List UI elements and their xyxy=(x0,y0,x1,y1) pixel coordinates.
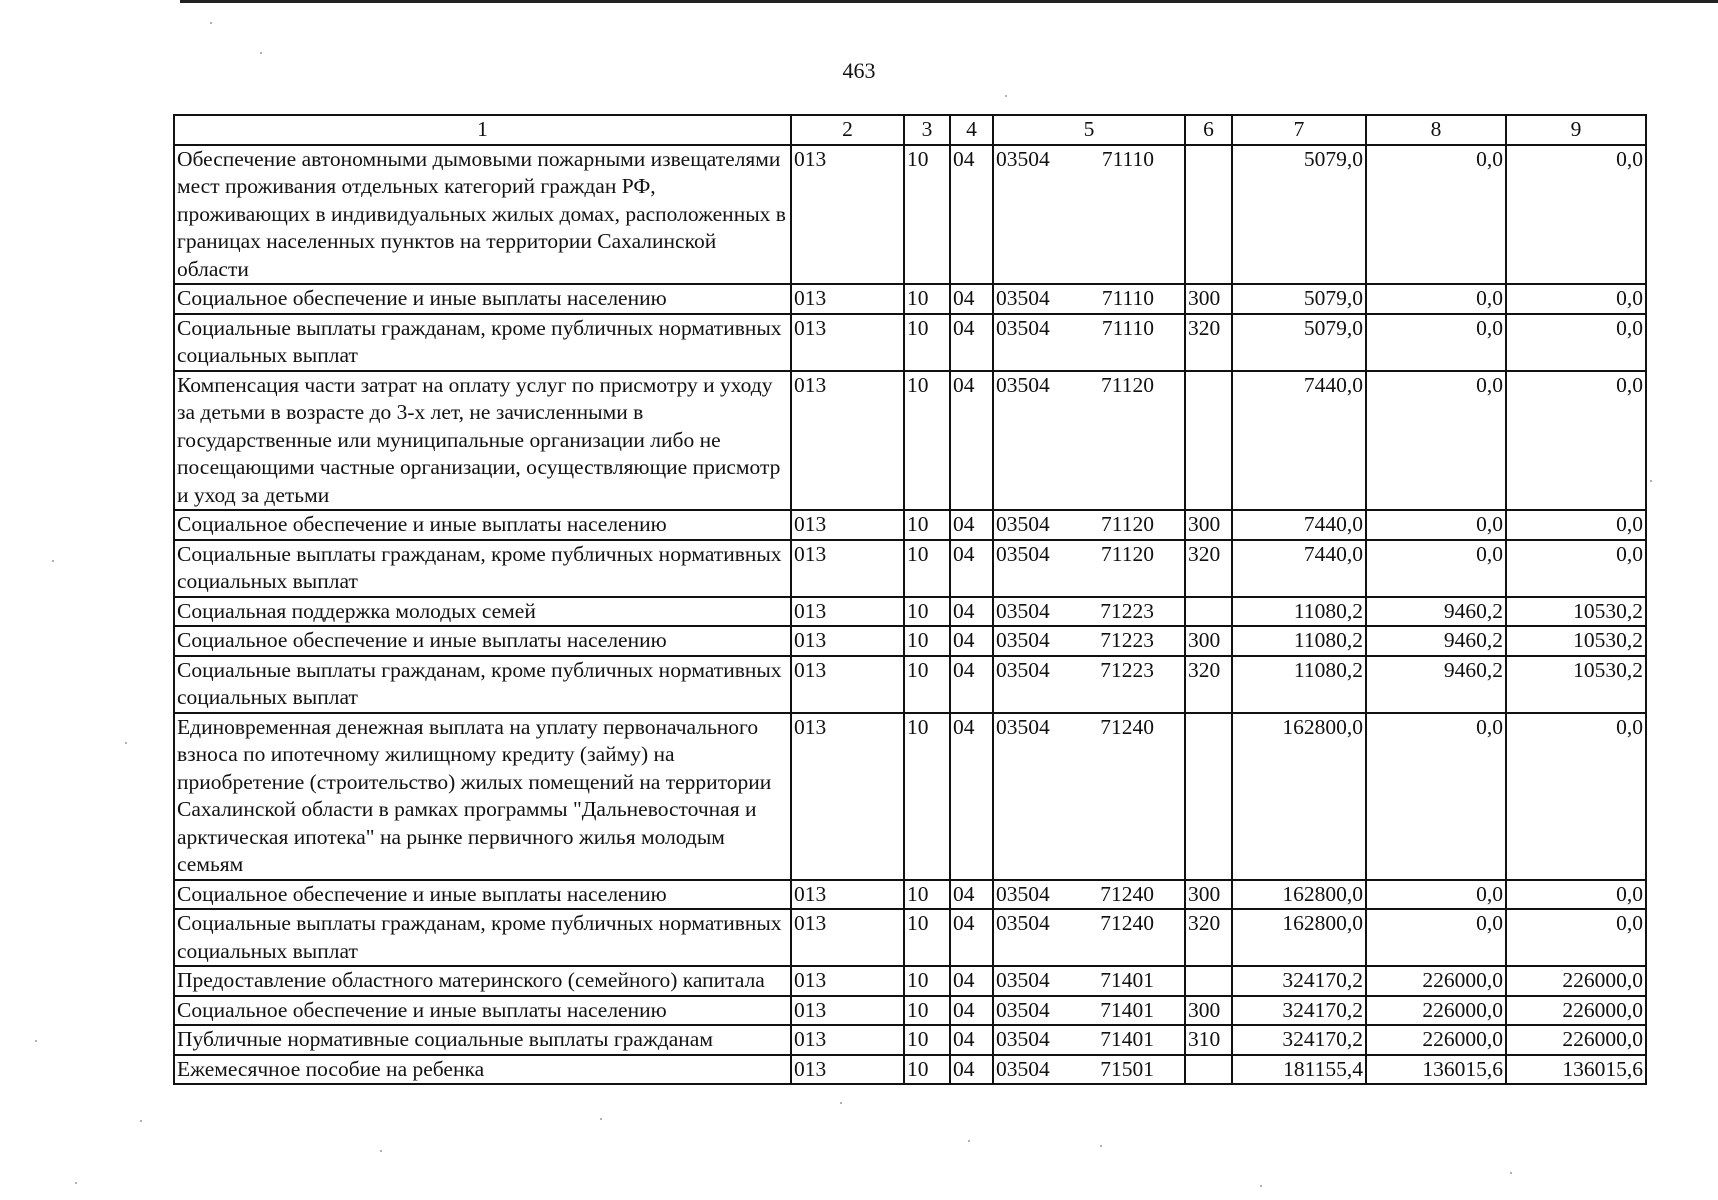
program-code: 03504 xyxy=(996,911,1050,935)
program-code: 03504 xyxy=(996,146,1050,171)
target-article-code xyxy=(993,540,1185,597)
program-code: 03504 xyxy=(996,315,1050,340)
table-row xyxy=(174,540,1646,597)
program-code: 03504 xyxy=(996,968,1050,992)
ministry-code: 013 xyxy=(791,996,904,1026)
direction-code: 71120 xyxy=(1101,372,1154,397)
target-article-code xyxy=(993,880,1185,910)
amount-col-8: 0,0 xyxy=(1366,314,1506,371)
ministry-code: 013 xyxy=(791,1025,904,1055)
target-article-parts xyxy=(996,657,1182,685)
scan-speck xyxy=(1005,95,1007,97)
amount-col-9: 0,0 xyxy=(1506,909,1646,966)
amount-col-9: 0,0 xyxy=(1506,145,1646,285)
row-name: Обеспечение автономными дымовыми пожарными извещателями мест проживания отдельных категорий граждан РФ, проживающих в индивидуальных жилых домах, расположенных в границах населенных пунктов на территории Сахалинской области xyxy=(174,145,791,285)
expense-type-code: 320 xyxy=(1185,909,1232,966)
expense-type-code xyxy=(1185,966,1232,996)
ministry-code: 013 xyxy=(791,597,904,627)
column-header-8: 8 xyxy=(1366,115,1506,145)
amount-col-7: 324170,2 xyxy=(1232,1025,1366,1055)
scan-speck xyxy=(75,1182,77,1184)
amount-col-7: 11080,2 xyxy=(1232,597,1366,627)
scan-speck xyxy=(1100,1145,1102,1147)
target-article-code xyxy=(993,145,1185,285)
scan-speck xyxy=(52,560,54,562)
table-row xyxy=(174,145,1646,285)
subsection-code: 04 xyxy=(950,145,993,285)
row-name: Публичные нормативные социальные выплаты гражданам xyxy=(174,1025,791,1055)
column-header-2: 2 xyxy=(791,115,904,145)
expense-type-code xyxy=(1185,371,1232,511)
program-code: 03504 xyxy=(996,881,1050,906)
target-article-parts xyxy=(996,511,1182,539)
target-article-code xyxy=(993,1055,1185,1085)
table-row xyxy=(174,284,1646,314)
row-name: Единовременная денежная выплата на уплату первоначального взноса по ипотечному жилищному кредиту (займу) на приобретение (строительство) жилых помещений на территории Сахалинской области в рамках программы "Дальневосточная и арктическая ипотека" на рынке первичного жилья молодым семьям xyxy=(174,713,791,880)
section-code: 10 xyxy=(904,909,950,966)
target-article-parts xyxy=(996,1056,1182,1084)
amount-col-9: 0,0 xyxy=(1506,713,1646,880)
direction-code: 71240 xyxy=(1100,881,1154,906)
target-article-code xyxy=(993,314,1185,371)
section-code: 10 xyxy=(904,540,950,597)
direction-code: 71110 xyxy=(1101,146,1154,171)
scan-speck xyxy=(35,1040,37,1042)
amount-col-9: 10530,2 xyxy=(1506,656,1646,713)
target-article-code xyxy=(993,966,1185,996)
subsection-code: 04 xyxy=(950,626,993,656)
section-code: 10 xyxy=(904,996,950,1026)
section-code: 10 xyxy=(904,1055,950,1085)
column-header-3: 3 xyxy=(904,115,950,145)
amount-col-8: 0,0 xyxy=(1366,510,1506,540)
section-code: 10 xyxy=(904,880,950,910)
column-header-4: 4 xyxy=(950,115,993,145)
direction-code: 71240 xyxy=(1100,714,1154,739)
program-code: 03504 xyxy=(996,512,1050,536)
program-code: 03504 xyxy=(996,372,1050,397)
target-article-code xyxy=(993,510,1185,540)
row-name: Социальные выплаты гражданам, кроме публичных нормативных социальных выплат xyxy=(174,540,791,597)
target-article-code xyxy=(993,713,1185,880)
target-article-parts xyxy=(996,146,1182,174)
amount-col-7: 7440,0 xyxy=(1232,540,1366,597)
direction-code: 71501 xyxy=(1100,1056,1154,1081)
ministry-code: 013 xyxy=(791,909,904,966)
row-name: Социальное обеспечение и иные выплаты населению xyxy=(174,996,791,1026)
direction-code: 71120 xyxy=(1101,541,1154,566)
table-row xyxy=(174,713,1646,880)
target-article-parts xyxy=(996,627,1182,655)
row-name: Социальные выплаты гражданам, кроме публичных нормативных социальных выплат xyxy=(174,656,791,713)
section-code: 10 xyxy=(904,371,950,511)
scan-speck xyxy=(600,1118,602,1120)
amount-col-7: 162800,0 xyxy=(1232,713,1366,880)
amount-col-8: 226000,0 xyxy=(1366,966,1506,996)
expense-type-code xyxy=(1185,145,1232,285)
ministry-code: 013 xyxy=(791,540,904,597)
target-article-parts xyxy=(996,1026,1182,1054)
direction-code: 71240 xyxy=(1100,911,1154,935)
target-article-code xyxy=(993,626,1185,656)
ministry-code: 013 xyxy=(791,1055,904,1085)
amount-col-9: 10530,2 xyxy=(1506,626,1646,656)
column-header-9: 9 xyxy=(1506,115,1646,145)
subsection-code: 04 xyxy=(950,909,993,966)
amount-col-9: 10530,2 xyxy=(1506,597,1646,627)
amount-col-9: 226000,0 xyxy=(1506,996,1646,1026)
target-article-code xyxy=(993,597,1185,627)
direction-code: 71223 xyxy=(1100,657,1154,682)
row-name: Социальные выплаты гражданам, кроме публичных нормативных социальных выплат xyxy=(174,314,791,371)
table-row xyxy=(174,909,1646,966)
expense-type-code: 300 xyxy=(1185,510,1232,540)
row-name: Социальное обеспечение и иные выплаты населению xyxy=(174,284,791,314)
direction-code: 71110 xyxy=(1101,315,1154,340)
expense-type-code: 320 xyxy=(1185,314,1232,371)
section-code: 10 xyxy=(904,314,950,371)
subsection-code: 04 xyxy=(950,1025,993,1055)
amount-col-7: 5079,0 xyxy=(1232,284,1366,314)
expense-type-code xyxy=(1185,597,1232,627)
program-code: 03504 xyxy=(996,628,1050,652)
program-code: 03504 xyxy=(996,1027,1050,1051)
table-row xyxy=(174,371,1646,511)
target-article-parts xyxy=(996,997,1182,1025)
expense-type-code: 320 xyxy=(1185,540,1232,597)
target-article-code xyxy=(993,996,1185,1026)
amount-col-8: 226000,0 xyxy=(1366,1025,1506,1055)
section-code: 10 xyxy=(904,966,950,996)
amount-col-7: 5079,0 xyxy=(1232,145,1366,285)
target-article-parts xyxy=(996,541,1182,569)
table-row xyxy=(174,626,1646,656)
table-row xyxy=(174,597,1646,627)
target-article-parts xyxy=(996,372,1182,400)
target-article-code xyxy=(993,909,1185,966)
subsection-code: 04 xyxy=(950,880,993,910)
subsection-code: 04 xyxy=(950,510,993,540)
ministry-code: 013 xyxy=(791,284,904,314)
row-name: Социальное обеспечение и иные выплаты населению xyxy=(174,626,791,656)
ministry-code: 013 xyxy=(791,510,904,540)
amount-col-8: 0,0 xyxy=(1366,145,1506,285)
table-row xyxy=(174,996,1646,1026)
amount-col-9: 0,0 xyxy=(1506,284,1646,314)
subsection-code: 04 xyxy=(950,314,993,371)
ministry-code: 013 xyxy=(791,371,904,511)
amount-col-7: 162800,0 xyxy=(1232,909,1366,966)
amount-col-9: 136015,6 xyxy=(1506,1055,1646,1085)
row-name: Социальное обеспечение и иные выплаты населению xyxy=(174,880,791,910)
table-row xyxy=(174,314,1646,371)
ministry-code: 013 xyxy=(791,880,904,910)
amount-col-9: 0,0 xyxy=(1506,540,1646,597)
section-code: 10 xyxy=(904,597,950,627)
subsection-code: 04 xyxy=(950,597,993,627)
table-row xyxy=(174,966,1646,996)
target-article-parts xyxy=(996,285,1182,313)
scan-speck xyxy=(1260,1185,1262,1187)
column-header-6: 6 xyxy=(1185,115,1232,145)
amount-col-8: 0,0 xyxy=(1366,284,1506,314)
scan-speck xyxy=(840,1102,842,1104)
subsection-code: 04 xyxy=(950,371,993,511)
ministry-code: 013 xyxy=(791,966,904,996)
page-number: 463 xyxy=(842,58,876,83)
ministry-code: 013 xyxy=(791,713,904,880)
section-code: 10 xyxy=(904,1025,950,1055)
top-border-line xyxy=(180,0,1718,3)
target-article-code xyxy=(993,1025,1185,1055)
subsection-code: 04 xyxy=(950,284,993,314)
amount-col-9: 0,0 xyxy=(1506,880,1646,910)
subsection-code: 04 xyxy=(950,1055,993,1085)
target-article-parts xyxy=(996,910,1182,938)
program-code: 03504 xyxy=(996,286,1050,310)
ministry-code: 013 xyxy=(791,656,904,713)
amount-col-8: 0,0 xyxy=(1366,909,1506,966)
amount-col-9: 0,0 xyxy=(1506,371,1646,511)
header-row xyxy=(174,115,1646,145)
subsection-code: 04 xyxy=(950,966,993,996)
scan-speck xyxy=(140,1120,142,1122)
scan-speck xyxy=(260,52,262,54)
program-code: 03504 xyxy=(996,1056,1050,1081)
amount-col-8: 136015,6 xyxy=(1366,1055,1506,1085)
subsection-code: 04 xyxy=(950,996,993,1026)
amount-col-9: 226000,0 xyxy=(1506,1025,1646,1055)
target-article-parts xyxy=(996,598,1182,626)
target-article-parts xyxy=(996,315,1182,343)
section-code: 10 xyxy=(904,510,950,540)
program-code: 03504 xyxy=(996,598,1050,623)
section-code: 10 xyxy=(904,145,950,285)
direction-code: 71223 xyxy=(1100,598,1154,623)
amount-col-9: 0,0 xyxy=(1506,314,1646,371)
scan-speck xyxy=(210,22,212,24)
target-article-code xyxy=(993,656,1185,713)
amount-col-8: 0,0 xyxy=(1366,371,1506,511)
amount-col-8: 226000,0 xyxy=(1366,996,1506,1026)
section-code: 10 xyxy=(904,713,950,880)
amount-col-7: 162800,0 xyxy=(1232,880,1366,910)
subsection-code: 04 xyxy=(950,713,993,880)
expense-type-code: 300 xyxy=(1185,626,1232,656)
row-name: Предоставление областного материнского (семейного) капитала xyxy=(174,966,791,996)
direction-code: 71401 xyxy=(1100,968,1154,992)
table-row xyxy=(174,510,1646,540)
amount-col-8: 9460,2 xyxy=(1366,597,1506,627)
row-name: Социальное обеспечение и иные выплаты населению xyxy=(174,510,791,540)
expense-type-code: 300 xyxy=(1185,880,1232,910)
target-article-parts xyxy=(996,967,1182,995)
amount-col-9: 0,0 xyxy=(1506,510,1646,540)
section-code: 10 xyxy=(904,656,950,713)
ministry-code: 013 xyxy=(791,314,904,371)
expense-type-code xyxy=(1185,713,1232,880)
program-code: 03504 xyxy=(996,541,1050,566)
table-row xyxy=(174,1025,1646,1055)
subsection-code: 04 xyxy=(950,656,993,713)
column-header-7: 7 xyxy=(1232,115,1366,145)
amount-col-7: 324170,2 xyxy=(1232,996,1366,1026)
direction-code: 71401 xyxy=(1100,997,1154,1022)
expense-type-code: 300 xyxy=(1185,284,1232,314)
table-row xyxy=(174,880,1646,910)
amount-col-8: 9460,2 xyxy=(1366,626,1506,656)
amount-col-8: 0,0 xyxy=(1366,880,1506,910)
scan-speck xyxy=(1650,480,1652,482)
expense-type-code: 320 xyxy=(1185,656,1232,713)
amount-col-8: 0,0 xyxy=(1366,713,1506,880)
direction-code: 71110 xyxy=(1101,286,1154,310)
scan-speck xyxy=(125,742,127,744)
amount-col-7: 5079,0 xyxy=(1232,314,1366,371)
target-article-parts xyxy=(996,714,1182,742)
table-row xyxy=(174,656,1646,713)
scan-speck xyxy=(968,1140,970,1142)
ministry-code: 013 xyxy=(791,145,904,285)
row-name: Ежемесячное пособие на ребенка xyxy=(174,1055,791,1085)
amount-col-7: 7440,0 xyxy=(1232,371,1366,511)
scan-speck xyxy=(380,1150,382,1152)
program-code: 03504 xyxy=(996,714,1050,739)
row-name: Социальные выплаты гражданам, кроме публичных нормативных социальных выплат xyxy=(174,909,791,966)
target-article-code xyxy=(993,284,1185,314)
amount-col-7: 324170,2 xyxy=(1232,966,1366,996)
ministry-code: 013 xyxy=(791,626,904,656)
table-row xyxy=(174,1055,1646,1085)
scan-speck xyxy=(1510,1172,1512,1174)
column-header-5: 5 xyxy=(993,115,1185,145)
section-code: 10 xyxy=(904,626,950,656)
amount-col-7: 11080,2 xyxy=(1232,626,1366,656)
amount-col-8: 9460,2 xyxy=(1366,656,1506,713)
amount-col-7: 11080,2 xyxy=(1232,656,1366,713)
amount-col-7: 181155,4 xyxy=(1232,1055,1366,1085)
budget-table xyxy=(173,114,1647,1085)
column-header-1: 1 xyxy=(174,115,791,145)
amount-col-7: 7440,0 xyxy=(1232,510,1366,540)
expense-type-code xyxy=(1185,1055,1232,1085)
table-body xyxy=(174,145,1646,1085)
target-article-parts xyxy=(996,881,1182,909)
direction-code: 71401 xyxy=(1100,1027,1154,1051)
row-name: Социальная поддержка молодых семей xyxy=(174,597,791,627)
amount-col-8: 0,0 xyxy=(1366,540,1506,597)
expense-type-code: 300 xyxy=(1185,996,1232,1026)
program-code: 03504 xyxy=(996,997,1050,1022)
row-name: Компенсация части затрат на оплату услуг по присмотру и уходу за детьми в возрасте до 3-х лет, не зачисленными в государственные или муниципальные организации либо не посещающими частные организации, осуществляющие присмотр и уход за детьми xyxy=(174,371,791,511)
program-code: 03504 xyxy=(996,657,1050,682)
direction-code: 71223 xyxy=(1100,628,1154,652)
amount-col-9: 226000,0 xyxy=(1506,966,1646,996)
section-code: 10 xyxy=(904,284,950,314)
target-article-code xyxy=(993,371,1185,511)
direction-code: 71120 xyxy=(1101,512,1154,536)
subsection-code: 04 xyxy=(950,540,993,597)
expense-type-code: 310 xyxy=(1185,1025,1232,1055)
